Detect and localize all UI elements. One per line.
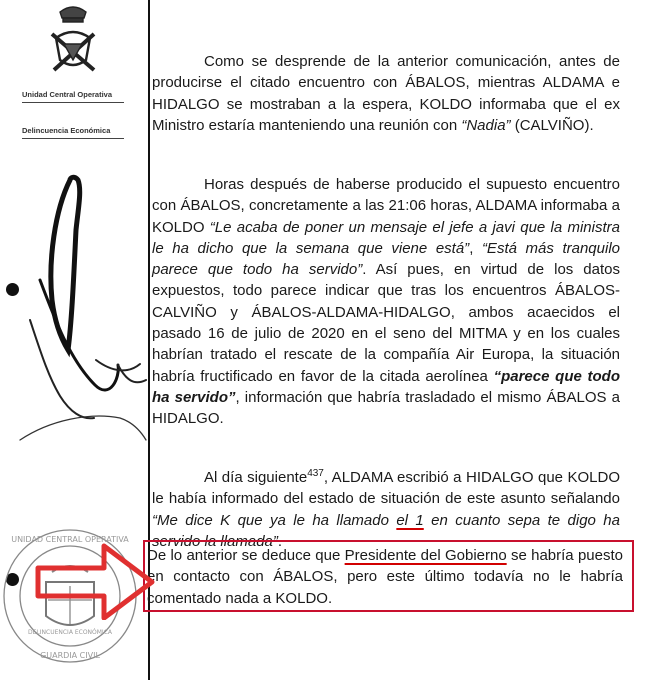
quote: en cuanto sepa te digo ha servido la llamada” (152, 511, 620, 550)
underlined-phrase: Presidente del Gobierno (344, 547, 507, 564)
paragraph-text: se habría puesto en contacto con ÁBALOS, pero este último todavía no le habría comentado nada a KOLDO. (147, 547, 623, 607)
paragraph-text: . (277, 532, 283, 550)
paragraph-text: Al día siguiente (204, 469, 308, 486)
svg-text:UNIDAD CENTRAL OPERATIVA: UNIDAD CENTRAL OPERATIVA (11, 535, 129, 544)
paragraph-text: (CALVIÑO). (510, 116, 594, 134)
svg-text:DELINCUENCIA ECONÓMICA: DELINCUENCIA ECONÓMICA (28, 629, 112, 636)
handwritten-signature (0, 150, 150, 450)
guardia-civil-emblem-icon (42, 0, 104, 80)
quote: “Le acaba de poner un mensaje el jefe a javi que la ministra le ha dicho que la semana que viene está” (152, 218, 620, 257)
paragraph-2 (152, 174, 620, 430)
quote: “Nadia” (461, 116, 511, 134)
unit-section: Delincuencia Económica (22, 126, 111, 135)
paragraph-text: , ALDAMA escribió a HIDALGO que KOLDO le había informado del estado de situación de este asunto señalando (152, 469, 620, 508)
paragraph-text: Como se desprende de la anterior comunicación, antes de producirse el citado encuentro con ÁBALOS, mientras ALDAMA e HIDALGO se mostraban a la espera, KOLDO informaba que el ex Ministro estaría manteniendo una reunión con (152, 53, 620, 134)
red-arrow-icon (34, 540, 158, 620)
paragraph-text: De lo anterior se deduce que (147, 547, 345, 564)
underlined-quote: el 1 (396, 511, 424, 529)
highlight-box (143, 540, 634, 612)
quote: “Está más tranquilo parece que todo ha servido” (152, 239, 620, 279)
paragraph-1 (152, 51, 620, 136)
footnote-ref[interactable]: 437 (307, 468, 324, 479)
paragraph-text: . Así pues, en virtud de los datos expuestos, todo parece indicar que tras los encuentros ÁBALOS-CALVIÑO y ÁBALOS-ALDAMA-HIDALGO, ambos acaecidos el pasado 16 de julio de 2020 en el seno del MITMA y en los cuales habrían tratado el rescate de la compañía Air Europa, la situación habría fructificado en favor de la citada aerolínea (152, 261, 621, 385)
quote: “Me dice K que ya le ha llamado (152, 511, 397, 529)
bold-quote: “parece que todo ha servido” (152, 367, 621, 406)
paragraph-text: , información que habría trasladado el mismo ÁBALOS a HIDALGO. (152, 388, 620, 428)
section-divider (22, 138, 124, 139)
unit-divider (22, 102, 124, 103)
unit-name: Unidad Central Operativa (22, 90, 113, 99)
paragraph-text: , (469, 239, 482, 257)
paragraph-text: Horas después de haberse producido el supuesto encuentro con ÁBALOS, concretamente a las 21:06 horas, ALDAMA informaba a KOLDO (152, 176, 620, 236)
svg-text:GUARDIA CIVIL: GUARDIA CIVIL (40, 651, 100, 660)
